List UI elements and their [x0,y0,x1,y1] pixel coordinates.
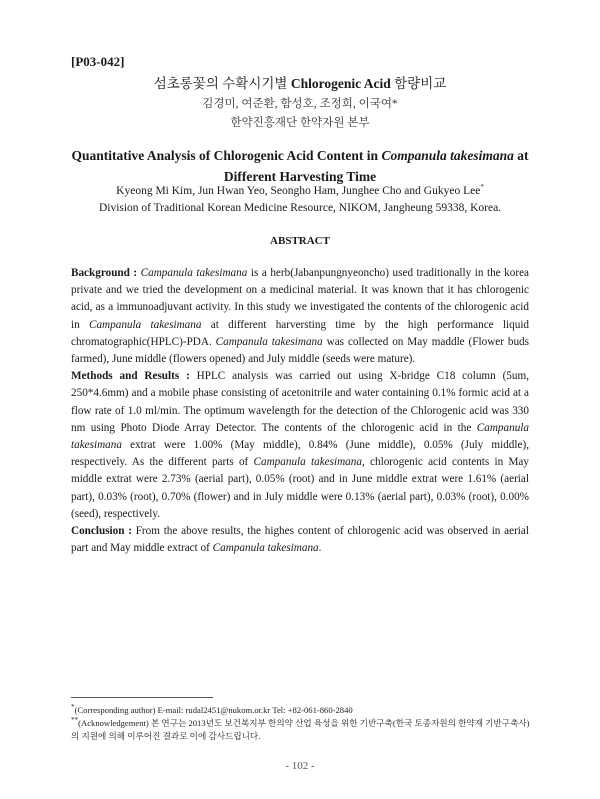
methods-text: extrat were 1.00% (May middle), 0.84% (June middle), 0.05% (July middle), respectively. As the different parts of [71,439,529,469]
background-label: Background : [71,267,138,279]
species-name: Campanula takesimana [212,542,319,555]
korean-title-bold: Chlorogenic Acid [290,76,391,91]
conclusion-text: From the above results, the highes content of chlorogenic acid was observed in aerial part and May middle extract of [71,525,529,555]
footnote-divider [71,697,213,698]
footnote-mark: * [71,703,75,711]
korean-title-part1: 섬초롱꽃의 수확시기별 [153,76,291,91]
background-text: is a herb(Jabanpungnyeoncho) used traditionally in the korea private and we tried the development on a medicinal material. It was known that it has chlorogenic acid, as a immunoadjuvant activity. In this study we investigated the contents of the chlorogenic acid in [71,267,530,331]
conclusion-paragraph [71,523,529,557]
page-number: - 102 - [285,760,315,772]
background-paragraph [71,265,529,368]
footnote-acknowledgement [71,714,531,743]
species-name: Campanula takesimana [215,335,323,348]
methods-text: , chlorogenic acid contents in May middle extrat were 2.73% (aerial part), 0.05% (root) and in June middle extrat were 1.61% (aerial part), 0.03% (root), 0.70% (flower) and in July middle were 0.13% (aerial part), 0.03% (root), 0.00% (seed), respectively. [71,456,529,520]
english-title [60,145,540,187]
korean-authors: 김경미, 여준환, 함성호, 조정희, 이국여* [202,98,398,110]
english-title-part1: Quantitative Analysis of Chlorogenic Acid Content in [71,148,382,163]
methods-label: Methods and Results : [71,370,190,383]
conclusion-text: . [318,542,322,555]
conclusion-label: Conclusion : [71,525,132,538]
abstract-body [71,265,529,557]
corresponding-mark: * [480,183,484,191]
methods-text: HPLC analysis was carried out using X-bridge C18 column (5um, 250*4.6mm) and a mobile phase consisting of acetonitrile and water containing 0.1% formic acid at a flow rate of 1.0 ml/min. The optimum wavelength for the detection of the Chlorogenic acid was 330 nm using Photo Diode Array Detector. The contents of the chlorogenic acid in the [71,370,529,434]
species-name: Campanula takesimana [71,421,529,452]
species-name: Campanula takesimana [89,318,202,331]
background-text: at different harversting time by the high performance liquid chromatographic(HPLC)-PDA. [71,318,530,348]
english-title-part2: at Different Harvesting Time [223,148,529,184]
english-authors-text: Kyeong Mi Kim, Jun Hwan Yeo, Seongho Ham, Junghee Cho and Gukyeo Lee [116,184,481,197]
paper-code: [P03-042] [71,54,125,69]
species-name: Campanula takesimana [253,456,362,469]
korean-title-part2: 함량비교 [390,76,447,91]
english-authors [0,183,600,197]
footnote-mark: ** [71,716,79,724]
background-text: was collected on May maddle (Flower buds farmed), June middle (flowers opened) and July middle (seeds were mature). [71,335,530,366]
english-title-species: Companula takesimana [381,148,514,163]
abstract-heading: ABSTRACT [270,235,330,247]
english-affiliation: Division of Traditional Korean Medicine Resource, NIKOM, Jangheung 59338, Korea. [98,202,502,214]
methods-paragraph [71,368,529,523]
footnote-text: (Acknowledgement) 본 연구는 2013년도 보건복지부 한의약 산업 육성을 위한 기반구축(한국 토종자원의 한약재 기반구축사)의 지원에 의해 이루어진 결과로 이에 감사드립니다. [71,717,530,741]
footnote-text: (Corresponding author) E-mail: rudal2451@nukom.or.kr Tel: +82-061-860-2840 [74,704,353,715]
korean-title [0,72,600,92]
species-name: Campanula takesimana [140,267,248,279]
korean-affiliation: 한약진흥재단 한약자원 본부 [230,117,370,129]
